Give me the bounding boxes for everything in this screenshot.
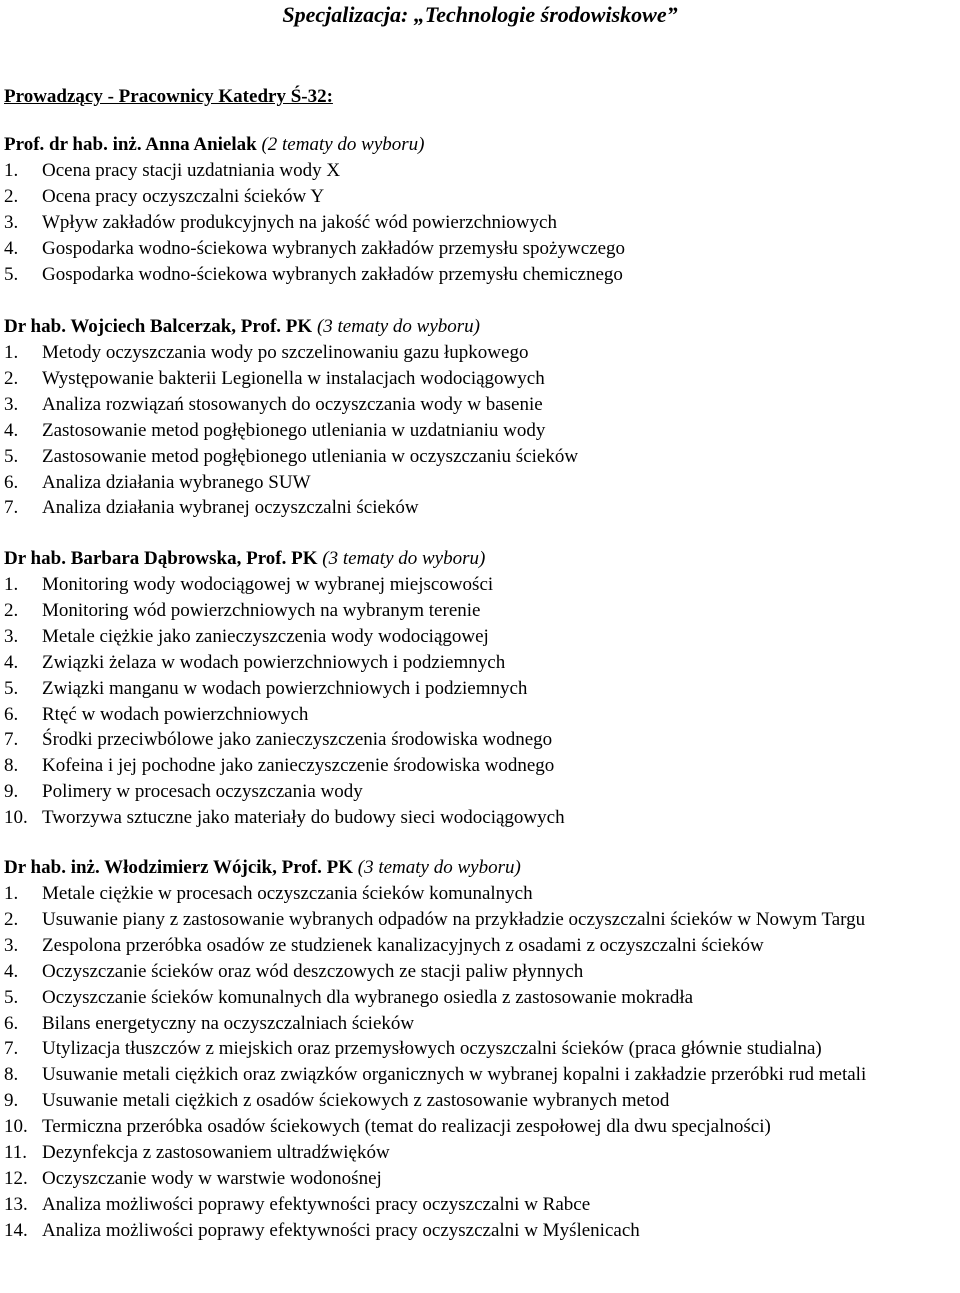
topic-item xyxy=(4,676,960,702)
topic-number: 1. xyxy=(4,342,19,363)
topic-item xyxy=(4,392,960,418)
topic-item xyxy=(4,340,960,366)
topic-number: 5. xyxy=(4,677,19,699)
topic-item xyxy=(4,727,960,753)
topic-text: Zastosowanie metod pogłębionego utleniania w uzdatnianiu wody xyxy=(42,419,546,441)
lecturer-name: Prof. dr hab. inż. Anna Anielak xyxy=(4,134,257,155)
topic-text: Analiza możliwości poprawy efektywności pracy oczyszczalni w Rabce xyxy=(42,1193,591,1215)
lecturer-heading xyxy=(4,315,960,340)
topic-item xyxy=(4,702,960,728)
topic-number: 1. xyxy=(4,883,19,904)
topic-text: Utylizacja tłuszczów z miejskich oraz przemysłowych oczyszczalni ścieków (praca głównie studialna) xyxy=(42,1038,822,1060)
lecturer-section-balcerzak xyxy=(4,315,960,521)
topic-text: Gospodarka wodno-ściekowa wybranych zakładów przemysłu chemicznego xyxy=(42,263,623,285)
lecturer-note: (3 tematy do wyboru) xyxy=(317,548,486,569)
topic-text: Środki przeciwbólowe jako zanieczyszczenia środowiska wodnego xyxy=(42,729,553,751)
topic-item xyxy=(4,366,960,392)
topic-text: Polimery w procesach oczyszczania wody xyxy=(42,781,363,803)
topic-text: Monitoring wód powierzchniowych na wybranym terenie xyxy=(42,599,481,621)
topic-text: Analiza możliwości poprawy efektywności pracy oczyszczalni w Myślenicach xyxy=(42,1219,640,1241)
topic-text: Analiza działania wybranej oczyszczalni ścieków xyxy=(42,497,419,519)
lecturer-note: (3 tematy do wyboru) xyxy=(353,857,521,878)
topic-item xyxy=(4,158,960,184)
topic-item xyxy=(4,779,960,805)
staff-header: Prowadzący - Pracownicy Katedry Ś-32: xyxy=(4,86,333,107)
topic-item xyxy=(4,1140,960,1166)
topic-text: Oczyszczanie wody w warstwie wodonośnej xyxy=(42,1167,382,1189)
topic-text: Występowanie bakterii Legionella w instalacjach wodociągowych xyxy=(42,367,545,389)
topic-item xyxy=(4,624,960,650)
topic-number: 5. xyxy=(4,263,19,285)
topic-item xyxy=(4,262,960,288)
topic-text: Tworzywa sztuczne jako materiały do budowy sieci wodociągowych xyxy=(42,807,565,829)
topic-text: Oczyszczanie ścieków komunalnych dla wybranego osiedla z zastosowanie mokradła xyxy=(42,986,694,1008)
topic-item xyxy=(4,598,960,624)
lecturer-section-anielak xyxy=(4,133,960,288)
topic-number: 3. xyxy=(4,625,19,647)
page-title: Specjalizacja: „Technologie środowiskowe” xyxy=(282,2,678,27)
topic-number: 2. xyxy=(4,367,19,389)
topic-item xyxy=(4,959,960,985)
topic-item xyxy=(4,933,960,959)
topic-list xyxy=(4,158,960,288)
topic-number: 5. xyxy=(4,445,19,467)
topic-text: Związki manganu w wodach powierzchniowych i podziemnych xyxy=(42,677,528,699)
topic-item xyxy=(4,1166,960,1192)
topic-text: Gospodarka wodno-ściekowa wybranych zakładów przemysłu spożywczego xyxy=(42,237,626,259)
topic-item xyxy=(4,881,960,907)
lecturer-note: (3 tematy do wyboru) xyxy=(312,316,480,337)
topic-text: Usuwanie metali ciężkich oraz związków organicznych w wybranej kopalni i zakładzie przeróbki rud metali xyxy=(42,1064,867,1086)
lecturer-section-dabrowska xyxy=(4,547,960,831)
topic-text: Ocena pracy oczyszczalni ścieków Y xyxy=(42,185,325,207)
topic-number: 11. xyxy=(4,1142,28,1164)
topic-item xyxy=(4,1011,960,1037)
lecturer-name: Dr hab. inż. Włodzimierz Wójcik, Prof. PK xyxy=(4,857,354,878)
topic-number: 10. xyxy=(4,1116,28,1138)
topic-item xyxy=(4,907,960,933)
topic-item xyxy=(4,1036,960,1062)
topic-number: 2. xyxy=(4,599,19,621)
topic-number: 3. xyxy=(4,211,19,233)
topic-number: 14. xyxy=(4,1219,28,1241)
topic-item xyxy=(4,805,960,831)
topic-text: Termiczna przeróbka osadów ściekowych (temat do realizacji zespołowej dla dwu specjalności) xyxy=(42,1116,771,1138)
topic-number: 10. xyxy=(4,807,28,829)
topic-number: 9. xyxy=(4,1090,19,1112)
topic-number: 8. xyxy=(4,1064,19,1086)
topic-number: 4. xyxy=(4,237,19,259)
topic-item xyxy=(4,1114,960,1140)
topic-text: Dezynfekcja z zastosowaniem ultradźwięków xyxy=(42,1142,390,1164)
topic-item xyxy=(4,1218,960,1244)
topic-text: Ocena pracy stacji uzdatniania wody X xyxy=(42,160,341,181)
topic-text: Wpływ zakładów produkcyjnych na jakość wód powierzchniowych xyxy=(42,211,557,233)
lecturer-heading xyxy=(4,547,960,572)
topic-number: 12. xyxy=(4,1167,28,1189)
lecturer-heading xyxy=(4,856,960,881)
topic-list xyxy=(4,881,960,1244)
topic-text: Metale ciężkie jako zanieczyszczenia wody wodociągowej xyxy=(42,625,489,647)
topic-number: 6. xyxy=(4,471,19,493)
topic-item xyxy=(4,236,960,262)
lecturer-name: Dr hab. Wojciech Balcerzak, Prof. PK xyxy=(4,316,313,337)
topic-text: Analiza działania wybranego SUW xyxy=(42,471,311,493)
topic-number: 6. xyxy=(4,1012,19,1034)
topic-number: 6. xyxy=(4,703,19,725)
topic-number: 4. xyxy=(4,960,19,982)
topic-item xyxy=(4,210,960,236)
topic-item xyxy=(4,470,960,496)
topic-text: Zastosowanie metod pogłębionego utleniania w oczyszczaniu ścieków xyxy=(42,445,579,467)
topic-text: Związki żelaza w wodach powierzchniowych i podziemnych xyxy=(42,651,506,673)
topic-text: Usuwanie metali ciężkich z osadów ściekowych z zastosowanie wybranych metod xyxy=(42,1090,670,1112)
topic-number: 4. xyxy=(4,419,19,441)
topic-text: Oczyszczanie ścieków oraz wód deszczowych ze stacji paliw płynnych xyxy=(42,960,584,982)
topic-item xyxy=(4,985,960,1011)
topic-number: 7. xyxy=(4,729,19,751)
topic-item xyxy=(4,418,960,444)
topic-item xyxy=(4,650,960,676)
lecturer-heading xyxy=(4,133,960,158)
topic-item xyxy=(4,753,960,779)
topic-text: Zespolona przeróbka osadów ze studzienek kanalizacyjnych z osadami z oczyszczalni ścieków xyxy=(42,934,764,956)
topic-item xyxy=(4,1062,960,1088)
topic-item xyxy=(4,1088,960,1114)
lecturer-name: Dr hab. Barbara Dąbrowska, Prof. PK xyxy=(4,548,318,569)
topic-number: 7. xyxy=(4,1038,19,1060)
topic-number: 7. xyxy=(4,497,19,519)
topic-text: Analiza rozwiązań stosowanych do oczyszczania wody w basenie xyxy=(42,393,543,415)
topic-number: 2. xyxy=(4,908,19,930)
lecturer-note: (2 tematy do wyboru) xyxy=(256,134,425,155)
topic-number: 13. xyxy=(4,1193,28,1215)
topic-text: Rtęć w wodach powierzchniowych xyxy=(42,703,309,725)
topic-text: Metody oczyszczania wody po szczelinowaniu gazu łupkowego xyxy=(42,342,529,363)
topic-number: 3. xyxy=(4,393,19,415)
topic-item xyxy=(4,495,960,521)
topic-item xyxy=(4,184,960,210)
topic-number: 1. xyxy=(4,160,19,181)
lecturer-section-wojcik xyxy=(4,856,960,1244)
topic-text: Usuwanie piany z zastosowanie wybranych odpadów na przykładzie oczyszczalni ścieków w Nowym Targu xyxy=(42,908,866,930)
topic-text: Metale ciężkie w procesach oczyszczania ścieków komunalnych xyxy=(42,883,533,904)
topic-item xyxy=(4,1192,960,1218)
topic-list xyxy=(4,340,960,521)
topic-number: 1. xyxy=(4,574,19,595)
topic-text: Kofeina i jej pochodne jako zanieczyszczenie środowiska wodnego xyxy=(42,755,555,777)
topic-item xyxy=(4,444,960,470)
topic-item xyxy=(4,572,960,598)
topic-number: 4. xyxy=(4,651,19,673)
topic-number: 9. xyxy=(4,781,19,803)
topic-number: 8. xyxy=(4,755,19,777)
topic-number: 3. xyxy=(4,934,19,956)
topic-text: Monitoring wody wodociągowej w wybranej miejscowości xyxy=(42,574,494,595)
topic-text: Bilans energetyczny na oczyszczalniach ścieków xyxy=(42,1012,415,1034)
topic-list xyxy=(4,572,960,831)
topic-number: 2. xyxy=(4,185,19,207)
topic-number: 5. xyxy=(4,986,19,1008)
